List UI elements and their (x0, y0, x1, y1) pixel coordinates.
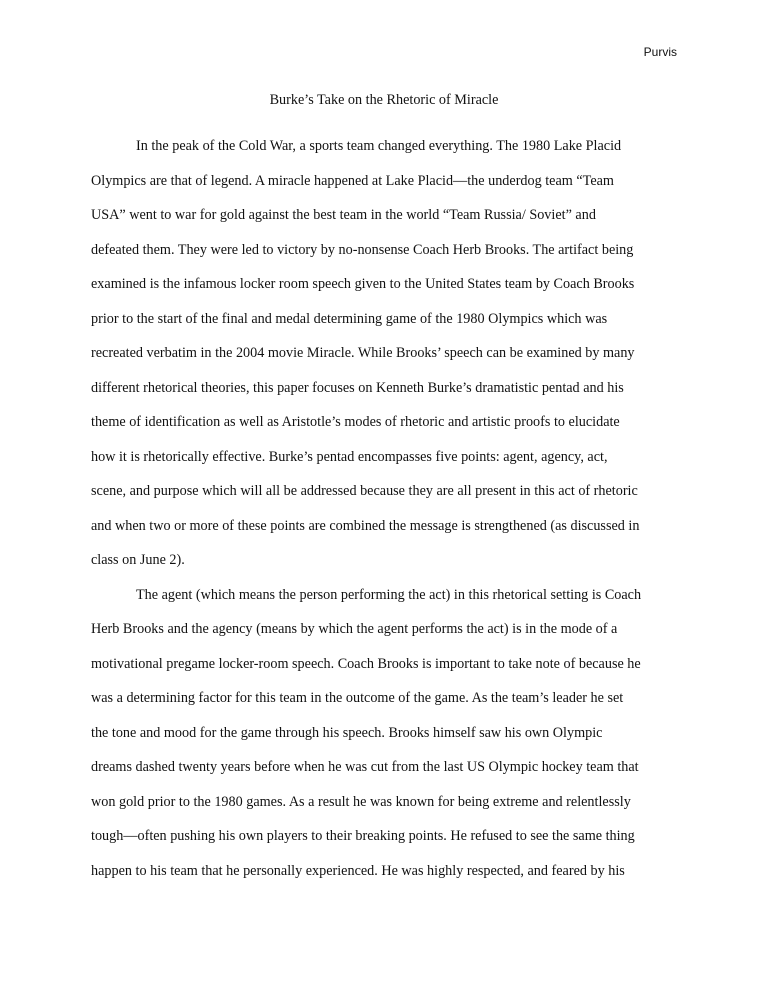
text-line: Olympics are that of legend. A miracle happened at Lake Placid—the underdog team “Team (91, 172, 614, 189)
text-line: and when two or more of these points are combined the message is strengthened (as discussed in (91, 517, 640, 534)
text-line: dreams dashed twenty years before when he was cut from the last US Olympic hockey team that (91, 759, 639, 775)
text-line: recreated verbatim in the 2004 movie Miracle. While Brooks’ speech can be examined by many (91, 345, 635, 361)
text-line: scene, and purpose which will all be addressed because they are all present in this act of rhetoric (91, 483, 638, 499)
text-line: class on June 2). (91, 552, 185, 568)
document-title: Burke’s Take on the Rhetoric of Miracle (269, 92, 499, 108)
text-line: happen to his team that he personally experienced. He was highly respected, and feared by his (91, 862, 625, 879)
document-body (91, 136, 681, 895)
running-header-author: Purvis (643, 45, 677, 59)
text-line: In the peak of the Cold War, a sports team changed everything. The 1980 Lake Placid (136, 138, 622, 154)
text-line: tough—often pushing his own players to their breaking points. He refused to see the same thing (91, 828, 635, 844)
text-line: the tone and mood for the game through his speech. Brooks himself saw his own Olympic (91, 724, 603, 741)
text-line: different rhetorical theories, this paper focuses on Kenneth Burke’s dramatistic pentad and his (91, 379, 624, 396)
text-line: motivational pregame locker-room speech. Coach Brooks is important to take note of because he (91, 655, 641, 672)
text-line: The agent (which means the person performing the act) in this rhetorical setting is Coach (136, 586, 642, 603)
text-line: was a determining factor for this team in the outcome of the game. As the team’s leader he set (91, 690, 624, 706)
paragraph-1 (91, 136, 681, 585)
text-line: examined is the infamous locker room speech given to the United States team by Coach Brooks (91, 276, 635, 292)
text-line: USA” went to war for gold against the best team in the world “Team Russia/ Soviet” and (91, 207, 596, 223)
paragraph-2 (91, 585, 681, 896)
text-line: defeated them. They were led to victory by no-nonsense Coach Herb Brooks. The artifact being (91, 241, 634, 258)
text-line: won gold prior to the 1980 games. As a result he was known for being extreme and relentlessly (91, 793, 631, 810)
text-line: prior to the start of the final and medal determining game of the 1980 Olympics which was (91, 310, 608, 327)
text-line: how it is rhetorically effective. Burke’s pentad encompasses five points: agent, agency, act, (91, 448, 608, 465)
text-line: theme of identification as well as Aristotle’s modes of rhetoric and artistic proofs to elucidate (91, 414, 620, 430)
text-line: Herb Brooks and the agency (means by which the agent performs the act) is in the mode of a (91, 621, 618, 637)
